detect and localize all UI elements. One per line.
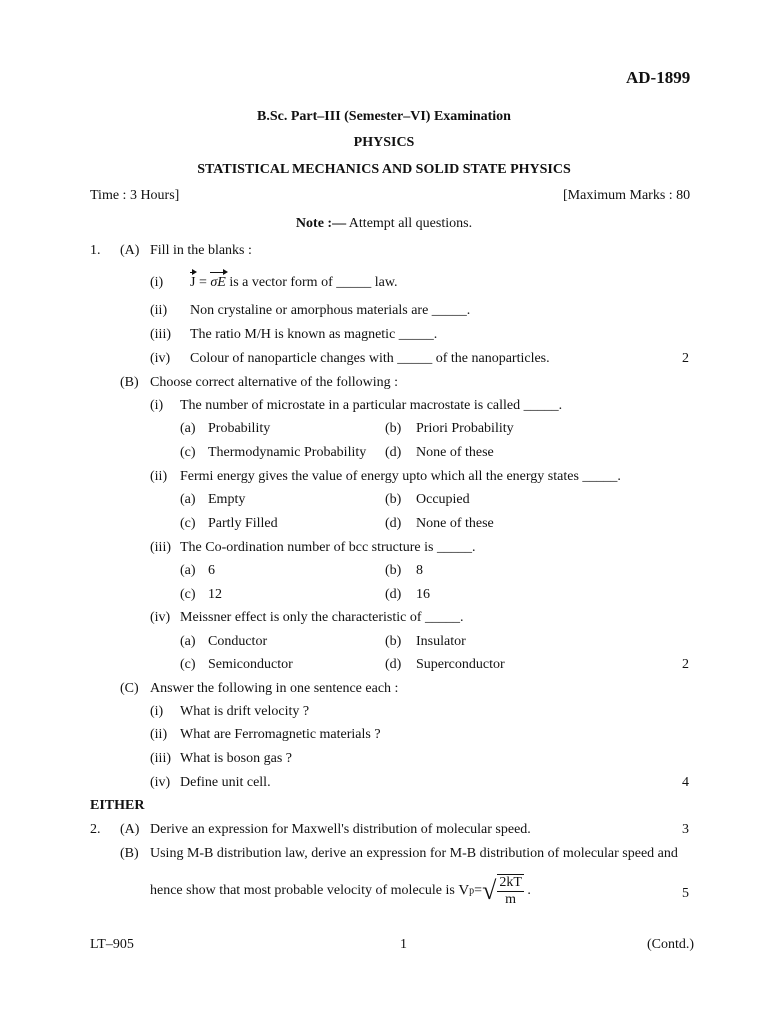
option-text: 16 <box>416 587 430 602</box>
q1a-i-text <box>190 275 398 291</box>
q1b-i-label: (i) <box>150 398 164 413</box>
formula-sub: p <box>469 885 475 897</box>
note-text: Attempt all questions. <box>346 216 473 231</box>
option-text: None of these <box>416 445 494 460</box>
option-label: (a) <box>180 634 196 649</box>
q1b-ii-label: (ii) <box>150 469 168 484</box>
q1b-i-text: The number of microstate in a particular macrostate is called _____. <box>180 398 563 413</box>
option-text: None of these <box>416 516 494 531</box>
q1b-marks: 2 <box>682 657 689 672</box>
option-label: (d) <box>385 445 402 460</box>
q1-number: 1. <box>90 243 101 258</box>
option-label: (d) <box>385 657 402 672</box>
sqrt-body <box>497 874 524 908</box>
time-label: Time : 3 Hours] <box>90 188 180 203</box>
q1b-ii-text: Fermi energy gives the value of energy upto which all the energy states _____. <box>180 469 621 484</box>
q2a-marks: 3 <box>682 822 689 837</box>
q1c-i-label: (i) <box>150 704 164 719</box>
option-text: Empty <box>208 492 246 507</box>
option-label: (d) <box>385 587 402 602</box>
option-label: (b) <box>385 421 402 436</box>
q1a-text: Fill in the blanks : <box>150 243 252 258</box>
option-text: Priori Probability <box>416 421 514 436</box>
option-text: 8 <box>416 563 423 578</box>
vector-j: J <box>190 275 196 290</box>
q2a-label: (A) <box>120 822 140 837</box>
q1b-iii-label: (iii) <box>150 540 171 555</box>
q2b-text-line1: Using M-B distribution law, derive an expression for M-B distribution of molecular speed and <box>150 846 678 861</box>
note <box>0 216 768 232</box>
q2b-marks: 5 <box>682 886 689 901</box>
q1a-iv-label: (iv) <box>150 351 171 366</box>
q2b-label: (B) <box>120 846 139 861</box>
q1c-iv-label: (iv) <box>150 775 171 790</box>
formula-end: . <box>523 883 531 898</box>
option-label: (a) <box>180 563 196 578</box>
option-text: Partly Filled <box>208 516 278 531</box>
q1c-i-text: What is drift velocity ? <box>180 704 310 719</box>
option-label: (a) <box>180 492 196 507</box>
option-label: (a) <box>180 421 196 436</box>
option-label: (b) <box>385 634 402 649</box>
option-label: (d) <box>385 516 402 531</box>
q1a-i-rest: is a vector form of _____ law. <box>225 275 398 290</box>
q1a-i-label: (i) <box>150 275 164 290</box>
option-text: 6 <box>208 563 215 578</box>
option-text: Semiconductor <box>208 657 293 672</box>
contd-label: (Contd.) <box>647 937 695 952</box>
q2b-text2: hence show that most probable velocity of molecule is <box>150 883 459 898</box>
option-text: Probability <box>208 421 271 436</box>
formula-e: E <box>217 275 226 290</box>
formula-equals: = <box>195 275 211 290</box>
formula-v: V <box>458 882 470 899</box>
option-label: (b) <box>385 492 402 507</box>
option-label: (c) <box>180 445 196 460</box>
q1c-text: Answer the following in one sentence each : <box>150 681 399 696</box>
q1c-iii-text: What is boson gas ? <box>180 751 292 766</box>
option-label: (c) <box>180 657 196 672</box>
either-heading: EITHER <box>90 798 145 813</box>
fraction <box>497 875 524 908</box>
note-label: Note :— <box>295 216 347 231</box>
paper-title: STATISTICAL MECHANICS AND SOLID STATE PHYSICS <box>197 162 571 177</box>
option-text: Conductor <box>208 634 268 649</box>
max-marks-label: [Maximum Marks : 80 <box>563 188 691 203</box>
fraction-num: 2kT <box>499 875 522 890</box>
q1b-iii-text: The Co-ordination number of bcc structure is _____. <box>180 540 476 555</box>
q1a-iv-text: Colour of nanoparticle changes with _____ of the nanoparticles. <box>190 351 550 366</box>
paper-code: AD-1899 <box>626 68 691 87</box>
q1a-ii-text: Non crystaline or amorphous materials are _____. <box>190 303 471 318</box>
q1c-iii-label: (iii) <box>150 751 171 766</box>
q1b-iv-text: Meissner effect is only the characteristic of _____. <box>180 610 464 625</box>
page-number: 1 <box>400 937 407 952</box>
option-text: Occupied <box>416 492 470 507</box>
q1c-ii-text: What are Ferromagnetic materials ? <box>180 727 381 742</box>
option-label: (c) <box>180 587 196 602</box>
option-label: (b) <box>385 563 402 578</box>
q1a-ii-label: (ii) <box>150 303 168 318</box>
subject-title: PHYSICS <box>353 135 415 150</box>
option-text: 12 <box>208 587 222 602</box>
footer-code: LT–905 <box>90 937 134 952</box>
q1c-ii-label: (ii) <box>150 727 168 742</box>
q2a-text: Derive an expression for Maxwell's distribution of molecular speed. <box>150 822 531 837</box>
formula-eq: = <box>474 883 483 898</box>
sqrt-icon: √ <box>482 876 497 905</box>
q1c-marks: 4 <box>682 775 689 790</box>
option-label: (c) <box>180 516 196 531</box>
q1b-label: (B) <box>120 375 139 390</box>
q1a-iii-label: (iii) <box>150 327 171 342</box>
q1a-marks: 2 <box>682 351 689 366</box>
q1b-text: Choose correct alternative of the following : <box>150 375 399 390</box>
q1a-label: (A) <box>120 243 140 258</box>
option-text: Thermodynamic Probability <box>208 445 367 460</box>
vector-sigma-e <box>210 275 225 291</box>
q1c-label: (C) <box>120 681 139 696</box>
q2b-text-line2 <box>150 874 531 908</box>
q1a-iii-text: The ratio M/H is known as magnetic _____. <box>190 327 438 342</box>
exam-title: B.Sc. Part–III (Semester–VI) Examination <box>257 109 511 124</box>
option-text: Insulator <box>416 634 466 649</box>
q1b-iv-label: (iv) <box>150 610 171 625</box>
fraction-den: m <box>505 892 517 907</box>
formula-sigma: σ <box>210 275 218 290</box>
q1c-iv-text: Define unit cell. <box>180 775 271 790</box>
option-text: Superconductor <box>416 657 505 672</box>
q2-number: 2. <box>90 822 101 837</box>
